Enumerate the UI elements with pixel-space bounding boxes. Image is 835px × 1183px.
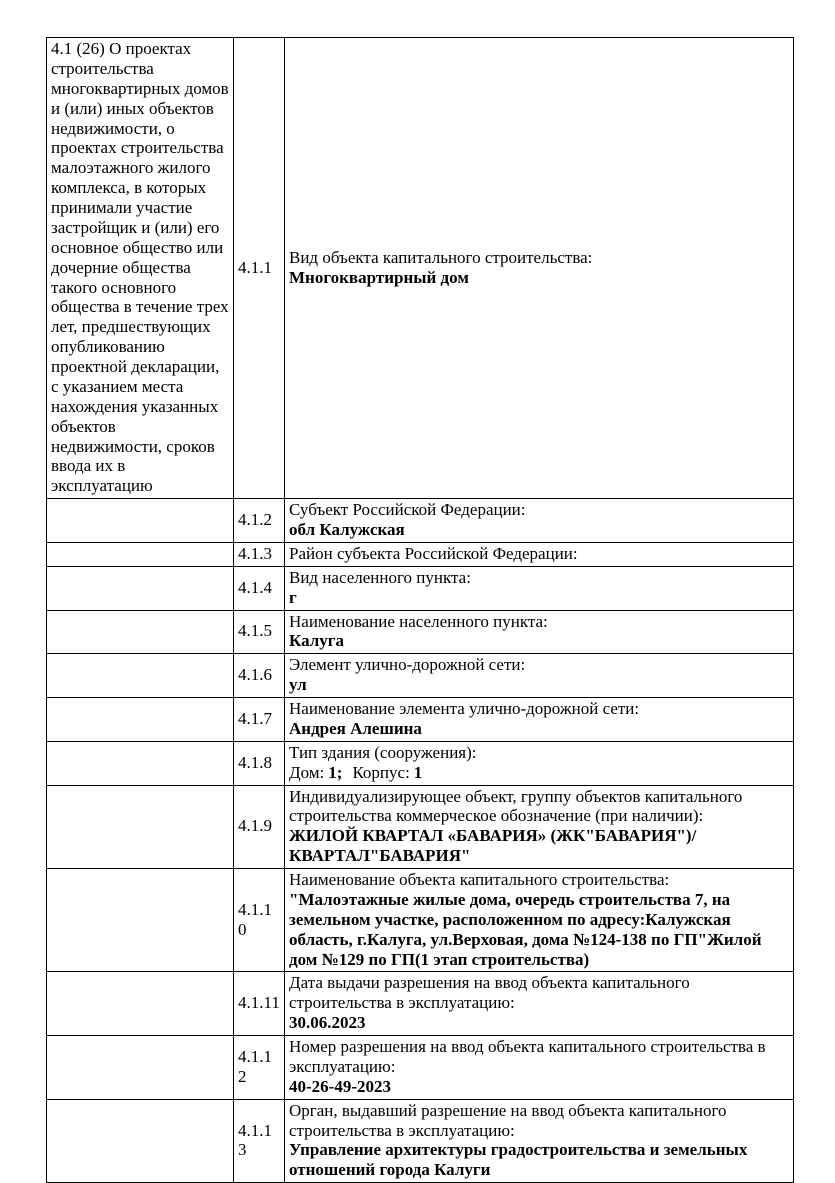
row-content-cell <box>285 499 794 543</box>
field-value: ул <box>289 675 307 695</box>
field-value: Управление архитектуры градостроительства и земельных отношений города Калуги <box>289 1140 748 1180</box>
building-label: Корпус: <box>352 762 410 782</box>
row-number: 4.1.5 <box>234 610 285 654</box>
field-value: Калуга <box>289 631 345 651</box>
section-description-cell <box>47 38 234 499</box>
section-description-cell <box>47 542 234 566</box>
field-value: Андрея Алешина <box>289 718 422 738</box>
row-number: 4.1.10 <box>234 869 285 972</box>
section-description-cell <box>47 1099 234 1183</box>
table-row <box>47 741 794 785</box>
field-value: 30.06.2023 <box>289 1013 366 1033</box>
field-label: Тип здания (сооружения): <box>289 742 477 762</box>
table-row <box>47 566 794 610</box>
field-label: Район субъекта Российской Федерации: <box>289 543 578 563</box>
field-value: "Малоэтажные жилые дома, очередь строительства 7, на земельном участке, расположенном по адресу:Калужская область, г.Калуга, ул.Верховая, дома №124-138 по ГП"Жилой дом №129 по ГП(1 этап строительства) <box>289 889 762 969</box>
section-description-text: 4.1 (26) О проектах строительства многоквартирных домов и (или) иных объектов недвижимости, о проектах строительства малоэтажного жилого комплекса, в которых принимали участие застройщик и (или) его основное общество или дочерние общества такого основного общества в течение трех лет, предшествующих опубликованию проектной декларации, с указанием места нахождения указанных объектов недвижимости, сроков ввода их в эксплуатацию <box>51 39 229 496</box>
field-value: Многоквартирный дом <box>289 267 469 287</box>
table-row <box>47 542 794 566</box>
house-label: Дом: <box>289 762 325 782</box>
section-description-cell <box>47 654 234 698</box>
row-content-cell <box>285 1036 794 1100</box>
section-description-cell <box>47 741 234 785</box>
row-number: 4.1.1 <box>234 38 285 499</box>
field-label: Элемент улично-дорожной сети: <box>289 655 526 675</box>
table-row <box>47 972 794 1036</box>
table-row <box>47 610 794 654</box>
field-label: Вид населенного пункта: <box>289 567 471 587</box>
field-label: Наименование населенного пункта: <box>289 611 548 631</box>
row-content-cell <box>285 972 794 1036</box>
table-row <box>47 1099 794 1183</box>
row-number: 4.1.9 <box>234 785 285 869</box>
field-value: 40-26-49-2023 <box>289 1076 391 1096</box>
section-description-cell <box>47 785 234 869</box>
field-label: Наименование элемента улично-дорожной сети: <box>289 699 640 718</box>
field-label: Индивидуализирующее объект, группу объектов капитального строительства коммерческое обозначение (при наличии): <box>289 786 743 826</box>
section-description-cell <box>47 698 234 742</box>
section-description-cell <box>47 610 234 654</box>
field-label: Дата выдачи разрешения на ввод объекта капитального строительства в эксплуатацию: <box>289 973 690 1013</box>
table-row <box>47 38 794 499</box>
field-value: г <box>289 587 297 607</box>
table-row <box>47 698 794 742</box>
row-content-cell <box>285 869 794 972</box>
field-value: обл Калужская <box>289 520 405 539</box>
table-row <box>47 1036 794 1100</box>
declaration-table <box>46 37 794 1183</box>
row-number: 4.1.7 <box>234 698 285 742</box>
row-number: 4.1.4 <box>234 566 285 610</box>
row-content-cell <box>285 654 794 698</box>
row-content-cell <box>285 610 794 654</box>
declaration-table-container <box>46 37 793 1183</box>
field-label: Субъект Российской Федерации: <box>289 500 526 520</box>
table-row <box>47 499 794 543</box>
section-description-cell <box>47 1036 234 1100</box>
row-content-cell <box>285 785 794 869</box>
house-value: 1; <box>328 762 343 782</box>
field-value <box>289 763 789 783</box>
row-number: 4.1.11 <box>234 972 285 1036</box>
table-row <box>47 869 794 972</box>
table-row <box>47 654 794 698</box>
row-number: 4.1.8 <box>234 741 285 785</box>
section-description-cell <box>47 869 234 972</box>
field-value: ЖИЛОЙ КВАРТАЛ «БАВАРИЯ» (ЖК"БАВАРИЯ")/КВАРТАЛ"БАВАРИЯ" <box>289 826 697 866</box>
row-content-cell <box>285 1099 794 1183</box>
field-label: Наименование объекта капитального строительства: <box>289 870 670 889</box>
row-content-cell <box>285 741 794 785</box>
row-number: 4.1.2 <box>234 499 285 543</box>
row-content-cell <box>285 38 794 499</box>
row-content-cell <box>285 698 794 742</box>
row-content-cell <box>285 542 794 566</box>
field-label: Вид объекта капитального строительства: <box>289 247 593 267</box>
row-number: 4.1.3 <box>234 542 285 566</box>
row-number: 4.1.6 <box>234 654 285 698</box>
table-row <box>47 785 794 869</box>
field-label: Номер разрешения на ввод объекта капитального строительства в эксплуатацию: <box>289 1037 766 1076</box>
section-description-cell <box>47 499 234 543</box>
row-number: 4.1.12 <box>234 1036 285 1100</box>
section-description-cell <box>47 972 234 1036</box>
section-description-cell <box>47 566 234 610</box>
field-label: Орган, выдавший разрешение на ввод объекта капитального строительства в эксплуатацию: <box>289 1100 727 1140</box>
row-number: 4.1.13 <box>234 1099 285 1183</box>
row-content-cell <box>285 566 794 610</box>
building-value: 1 <box>413 762 423 782</box>
